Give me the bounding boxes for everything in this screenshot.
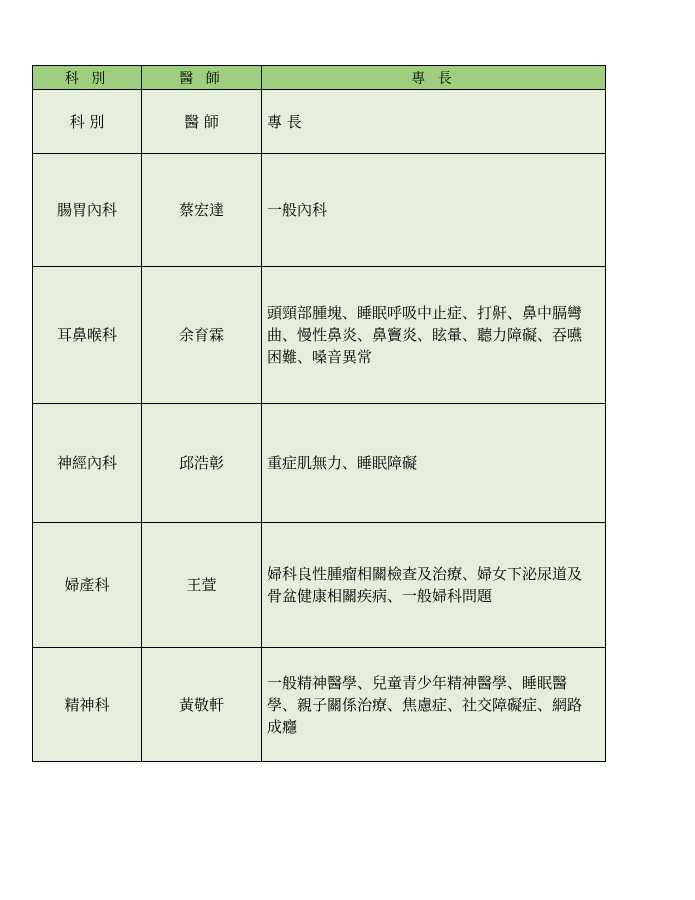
doctor-cell: 黃敬軒 [142,648,262,762]
table-row [33,90,606,154]
doctor-cell: 余育霖 [142,267,262,404]
doctor-cell: 醫 師 [142,90,262,154]
doctor-cell: 蔡宏達 [142,154,262,267]
table-row [33,267,606,404]
dept-cell: 精神科 [33,648,142,762]
dept-cell: 耳鼻喉科 [33,267,142,404]
doctor-cell: 邱浩彰 [142,404,262,523]
doctor-cell: 王萱 [142,523,262,648]
specialty-cell: 一般內科 [262,154,606,267]
table-row [33,154,606,267]
specialty-cell: 專 長 [262,90,606,154]
table-row [33,648,606,762]
specialty-cell: 頭頸部腫塊、睡眠呼吸中止症、打鼾、鼻中膈彎曲、慢性鼻炎、鼻竇炎、眩暈、聽力障礙、吞嚥困難、嗓音異常 [262,267,606,404]
table-row [33,523,606,648]
header-specialty: 專 長 [262,66,606,90]
dept-cell: 腸胃內科 [33,154,142,267]
table-row [33,404,606,523]
dept-cell: 科 別 [33,90,142,154]
specialty-cell: 重症肌無力、睡眠障礙 [262,404,606,523]
header-dept: 科 別 [33,66,142,90]
specialty-cell: 婦科良性腫瘤相關檢查及治療、婦女下泌尿道及骨盆健康相關疾病、一般婦科問題 [262,523,606,648]
specialty-cell: 一般精神醫學、兒童青少年精神醫學、睡眠醫學、親子關係治療、焦慮症、社交障礙症、網路成癮 [262,648,606,762]
doctor-specialty-table [32,65,606,762]
dept-cell: 婦產科 [33,523,142,648]
dept-cell: 神經內科 [33,404,142,523]
header-doctor: 醫 師 [142,66,262,90]
table-header-row [33,66,606,90]
